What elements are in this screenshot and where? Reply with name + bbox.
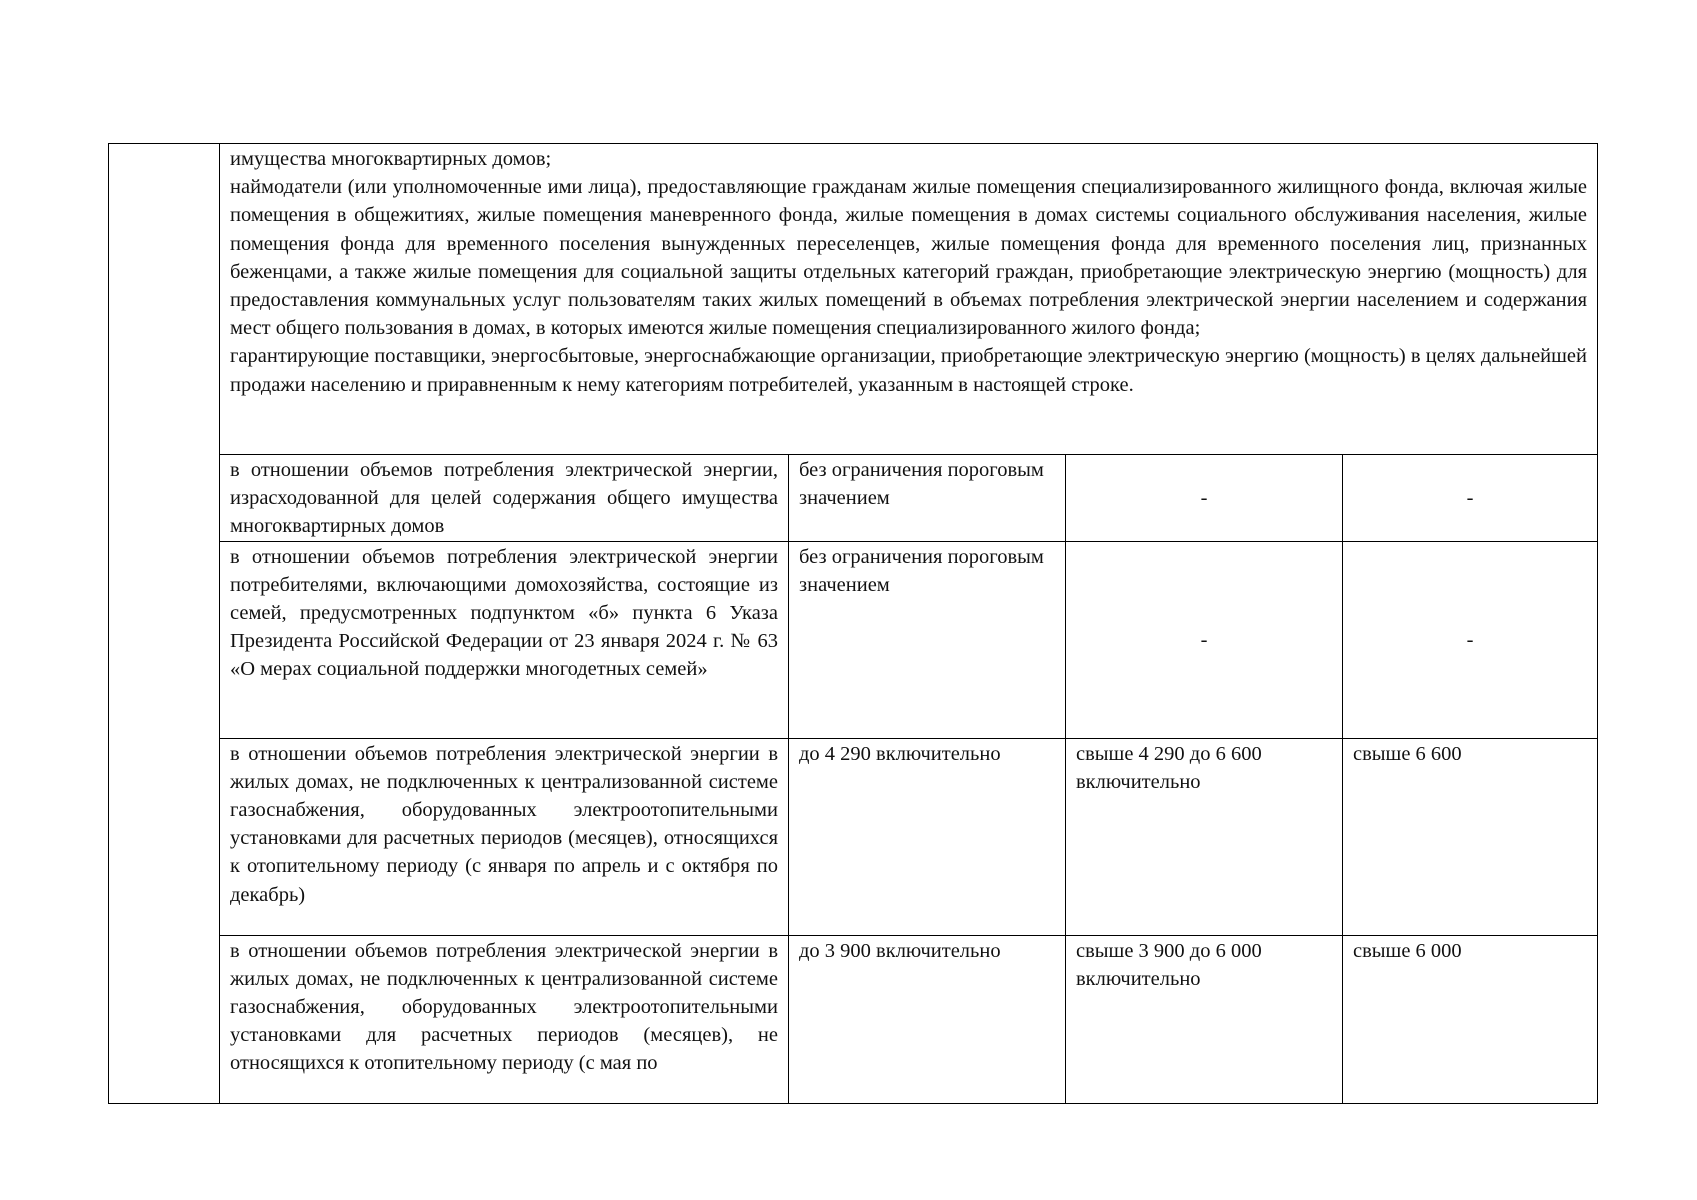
- range-cell-1: до 4 290 включительно: [789, 738, 1066, 935]
- range-cell-2: свыше 3 900 до 6 000 включительно: [1066, 935, 1343, 1103]
- row-number-cell: [109, 144, 220, 1104]
- range-cell-1: до 3 900 включительно: [789, 935, 1066, 1103]
- intro-paragraph: гарантирующие поставщики, энергосбытовые, энергоснабжающие организации, приобретающие электрическую энергию (мощность) в целях дальнейшей продажи населению и приравненным к нему категориям потребителей, указанным в настоящей строке.: [230, 345, 1588, 396]
- consumption-description: в отношении объемов потребления электрической энергии в жилых домах, не подключенных к централизованной системе газоснабжения, оборудованных электроотопительными установками для расчетных периодов (месяцев), не относящихся к отопительному периоду (с мая по: [220, 935, 789, 1103]
- intro-paragraph: наймодатели (или уполномоченные ими лица), предоставляющие гражданам жилые помещения специализированного жилищного фонда, включая жилые помещения в общежитиях, жилые помещения маневренного фонда, жилые помещения в домах системы социального обслуживания населения, жилые помещения фонда для временного поселения вынужденных переселенцев, жилые помещения фонда для временного поселения лиц, признанных беженцами, а также жилые помещения для социальной защиты отдельных категорий граждан, приобретающие электрическую энергию (мощность) для предоставления коммунальных услуг пользователям таких жилых помещений в объемах потребления электрической энергии населением и содержания мест общего пользования в домах, в которых имеются жилые помещения специализированного жилого фонда;: [230, 176, 1588, 340]
- range-cell-3: свыше 6 000: [1343, 935, 1598, 1103]
- range-cell-2: свыше 4 290 до 6 600 включительно: [1066, 738, 1343, 935]
- intro-cell: [220, 144, 1598, 455]
- table-row: [109, 738, 1598, 935]
- range-cell-2: -: [1066, 455, 1343, 542]
- table-row: [109, 935, 1598, 1103]
- table-row-intro: [109, 144, 1598, 455]
- tariff-table: [108, 143, 1598, 1104]
- consumption-description: в отношении объемов потребления электрической энергии, израсходованной для целей содержания общего имущества многоквартирных домов: [220, 455, 789, 542]
- range-cell-3: свыше 6 600: [1343, 738, 1598, 935]
- range-cell-1: без ограничения пороговым значением: [789, 455, 1066, 542]
- consumption-description: в отношении объемов потребления электрической энергии в жилых домах, не подключенных к централизованной системе газоснабжения, оборудованных электроотопительными установками для расчетных периодов (месяцев), относящихся к отопительному периоду (с января по апрель и с октября по декабрь): [220, 738, 789, 935]
- consumption-description: в отношении объемов потребления электрической энергии потребителями, включающими домохозяйства, состоящие из семей, предусмотренных подпунктом «б» пункта 6 Указа Президента Российской Федерации от 23 января 2024 г. № 63 «О мерах социальной поддержки многодетных семей»: [220, 541, 789, 738]
- range-cell-3: -: [1343, 455, 1598, 542]
- range-cell-3: -: [1343, 541, 1598, 738]
- intro-paragraph: имущества многоквартирных домов;: [230, 148, 552, 170]
- table-row: [109, 455, 1598, 542]
- range-cell-2: -: [1066, 541, 1343, 738]
- range-cell-1: без ограничения пороговым значением: [789, 541, 1066, 738]
- table-row: [109, 541, 1598, 738]
